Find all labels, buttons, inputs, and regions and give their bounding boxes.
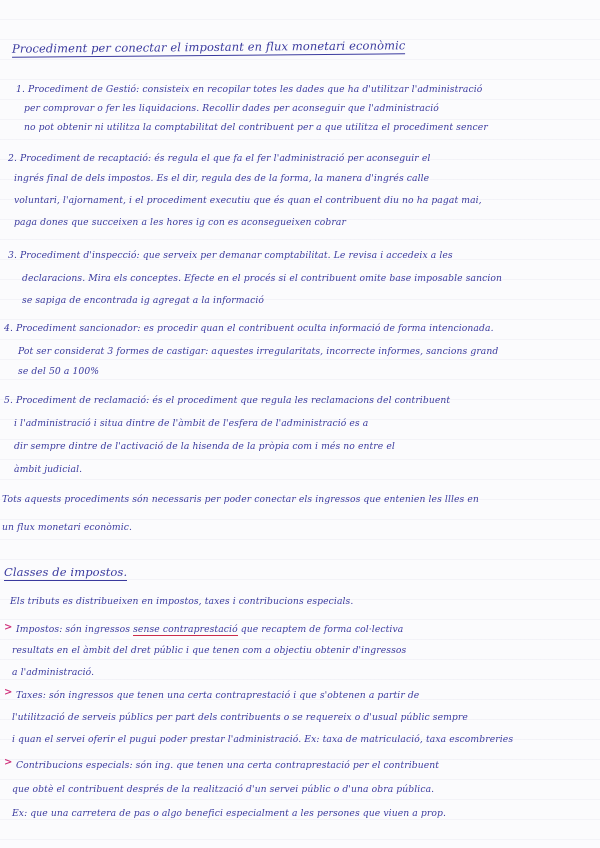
page-title: Procediment per conectar el impostant en flux monetari econòmic <box>11 38 406 56</box>
section-recaptacio-line-3: voluntari, l'ajornament, i el procediment executiu que és quan el contribuent diu no ha pagat mai, <box>14 195 482 206</box>
bullet-arrow-icon: > <box>4 622 13 633</box>
conclusion-line-1: Tots aquests procediments són necessaris per poder conectar els ingressos que entenien les llles en <box>2 494 479 505</box>
section-gestio-line-1: 1. Procediment de Gestió: consisteix en recopilar totes les dades que ha d'utilitzar l'administració <box>16 84 483 95</box>
section-inspeccio-line-3: se sapiga de encontrada ig agregat a la informació <box>22 295 265 306</box>
impostos-rest: que recaptem de forma col·lectiva <box>240 624 404 635</box>
taxes-line-1: Taxes: són ingressos que tenen una certa contraprestació i que s'obtenen a partir de <box>16 690 420 701</box>
impostos-line-3: a l'administració. <box>12 667 95 678</box>
classes-intro: Els tributs es distribueixen en impostos, taxes i contribucions especials. <box>10 596 354 607</box>
impostos-prefix: Impostos: són ingressos <box>16 624 131 635</box>
bullet-arrow-icon: > <box>4 757 13 768</box>
section-inspeccio-line-1: 3. Procediment d'inspecció: que serveix per demanar comptabilitat. Le revisa i accedeix a les <box>8 250 453 261</box>
impostos-line-1 <box>16 624 403 635</box>
impostos-highlight: sense contraprestació <box>133 624 238 635</box>
section-reclamacio-line-2: i l'administració i situa dintre de l'àmbit de l'esfera de l'administració es a <box>14 418 369 429</box>
contribucions-line-3: Ex: que una carretera de pas o algo benefici especialment a les persones que viuen a prop. <box>12 808 446 819</box>
bullet-arrow-icon: > <box>4 687 13 698</box>
section-recaptacio-line-4: paga dones que succeixen a les hores ig con es aconsegueixen cobrar <box>14 217 346 228</box>
section-sancionador-line-1: 4. Procediment sancionador: es procedir quan el contribuent oculta informació de forma intencionada. <box>4 323 494 334</box>
contribucions-line-1: Contribucions especials: són ing. que tenen una certa contraprestació per el contribuent <box>16 760 440 771</box>
impostos-line-2: resultats en el àmbit del dret públic i que tenen com a objectiu obtenir d'ingressos <box>12 645 407 656</box>
section-gestio-line-3: no pot obtenir ni utilitza la comptabilitat del contribuent per a que utilitza el procediment sencer <box>24 122 488 133</box>
section-reclamacio-line-3: dir sempre dintre de l'activació de la hisenda de la pròpia com i més no entre el <box>14 441 395 452</box>
classes-heading: Classes de impostos. <box>4 565 128 579</box>
section-recaptacio-line-2: ingrés final de dels impostos. Es el dir, regula des de la forma, la manera d'ingrés calle <box>14 173 430 184</box>
taxes-line-2: l'utilització de serveis públics per part dels contribuents o se requereix o d'usual públic sempre <box>12 712 468 723</box>
taxes-line-3: i quan el servei oferir el pugui poder prestar l'administració. Ex: taxa de matriculació, taxa escombreries <box>12 734 514 745</box>
contribucions-line-2: que obtè el contribuent després de la realització d'un servei públic o d'una obra pública. <box>12 784 435 795</box>
section-inspeccio-line-2: declaracions. Mira els conceptes. Efecte en el procés si el contribuent omite base imposable sancion <box>22 273 503 284</box>
section-gestio-line-2: per comprovar o fer les liquidacions. Recollir dades per aconseguir que l'administració <box>24 103 439 114</box>
section-reclamacio-line-4: àmbit judicial. <box>14 464 83 475</box>
section-sancionador-line-3: se del 50 a 100% <box>18 366 100 377</box>
section-recaptacio-line-1: 2. Procediment de recaptació: és regula el que fa el fer l'administració per aconseguir el <box>8 153 431 164</box>
section-sancionador-line-2: Pot ser considerat 3 formes de castigar: aquestes irregularitats, incorrecte informes, sancions grand <box>18 346 499 357</box>
conclusion-line-2: un flux monetari econòmic. <box>2 522 133 533</box>
section-reclamacio-line-1: 5. Procediment de reclamació: és el procediment que regula les reclamacions del contribuent <box>4 395 451 406</box>
